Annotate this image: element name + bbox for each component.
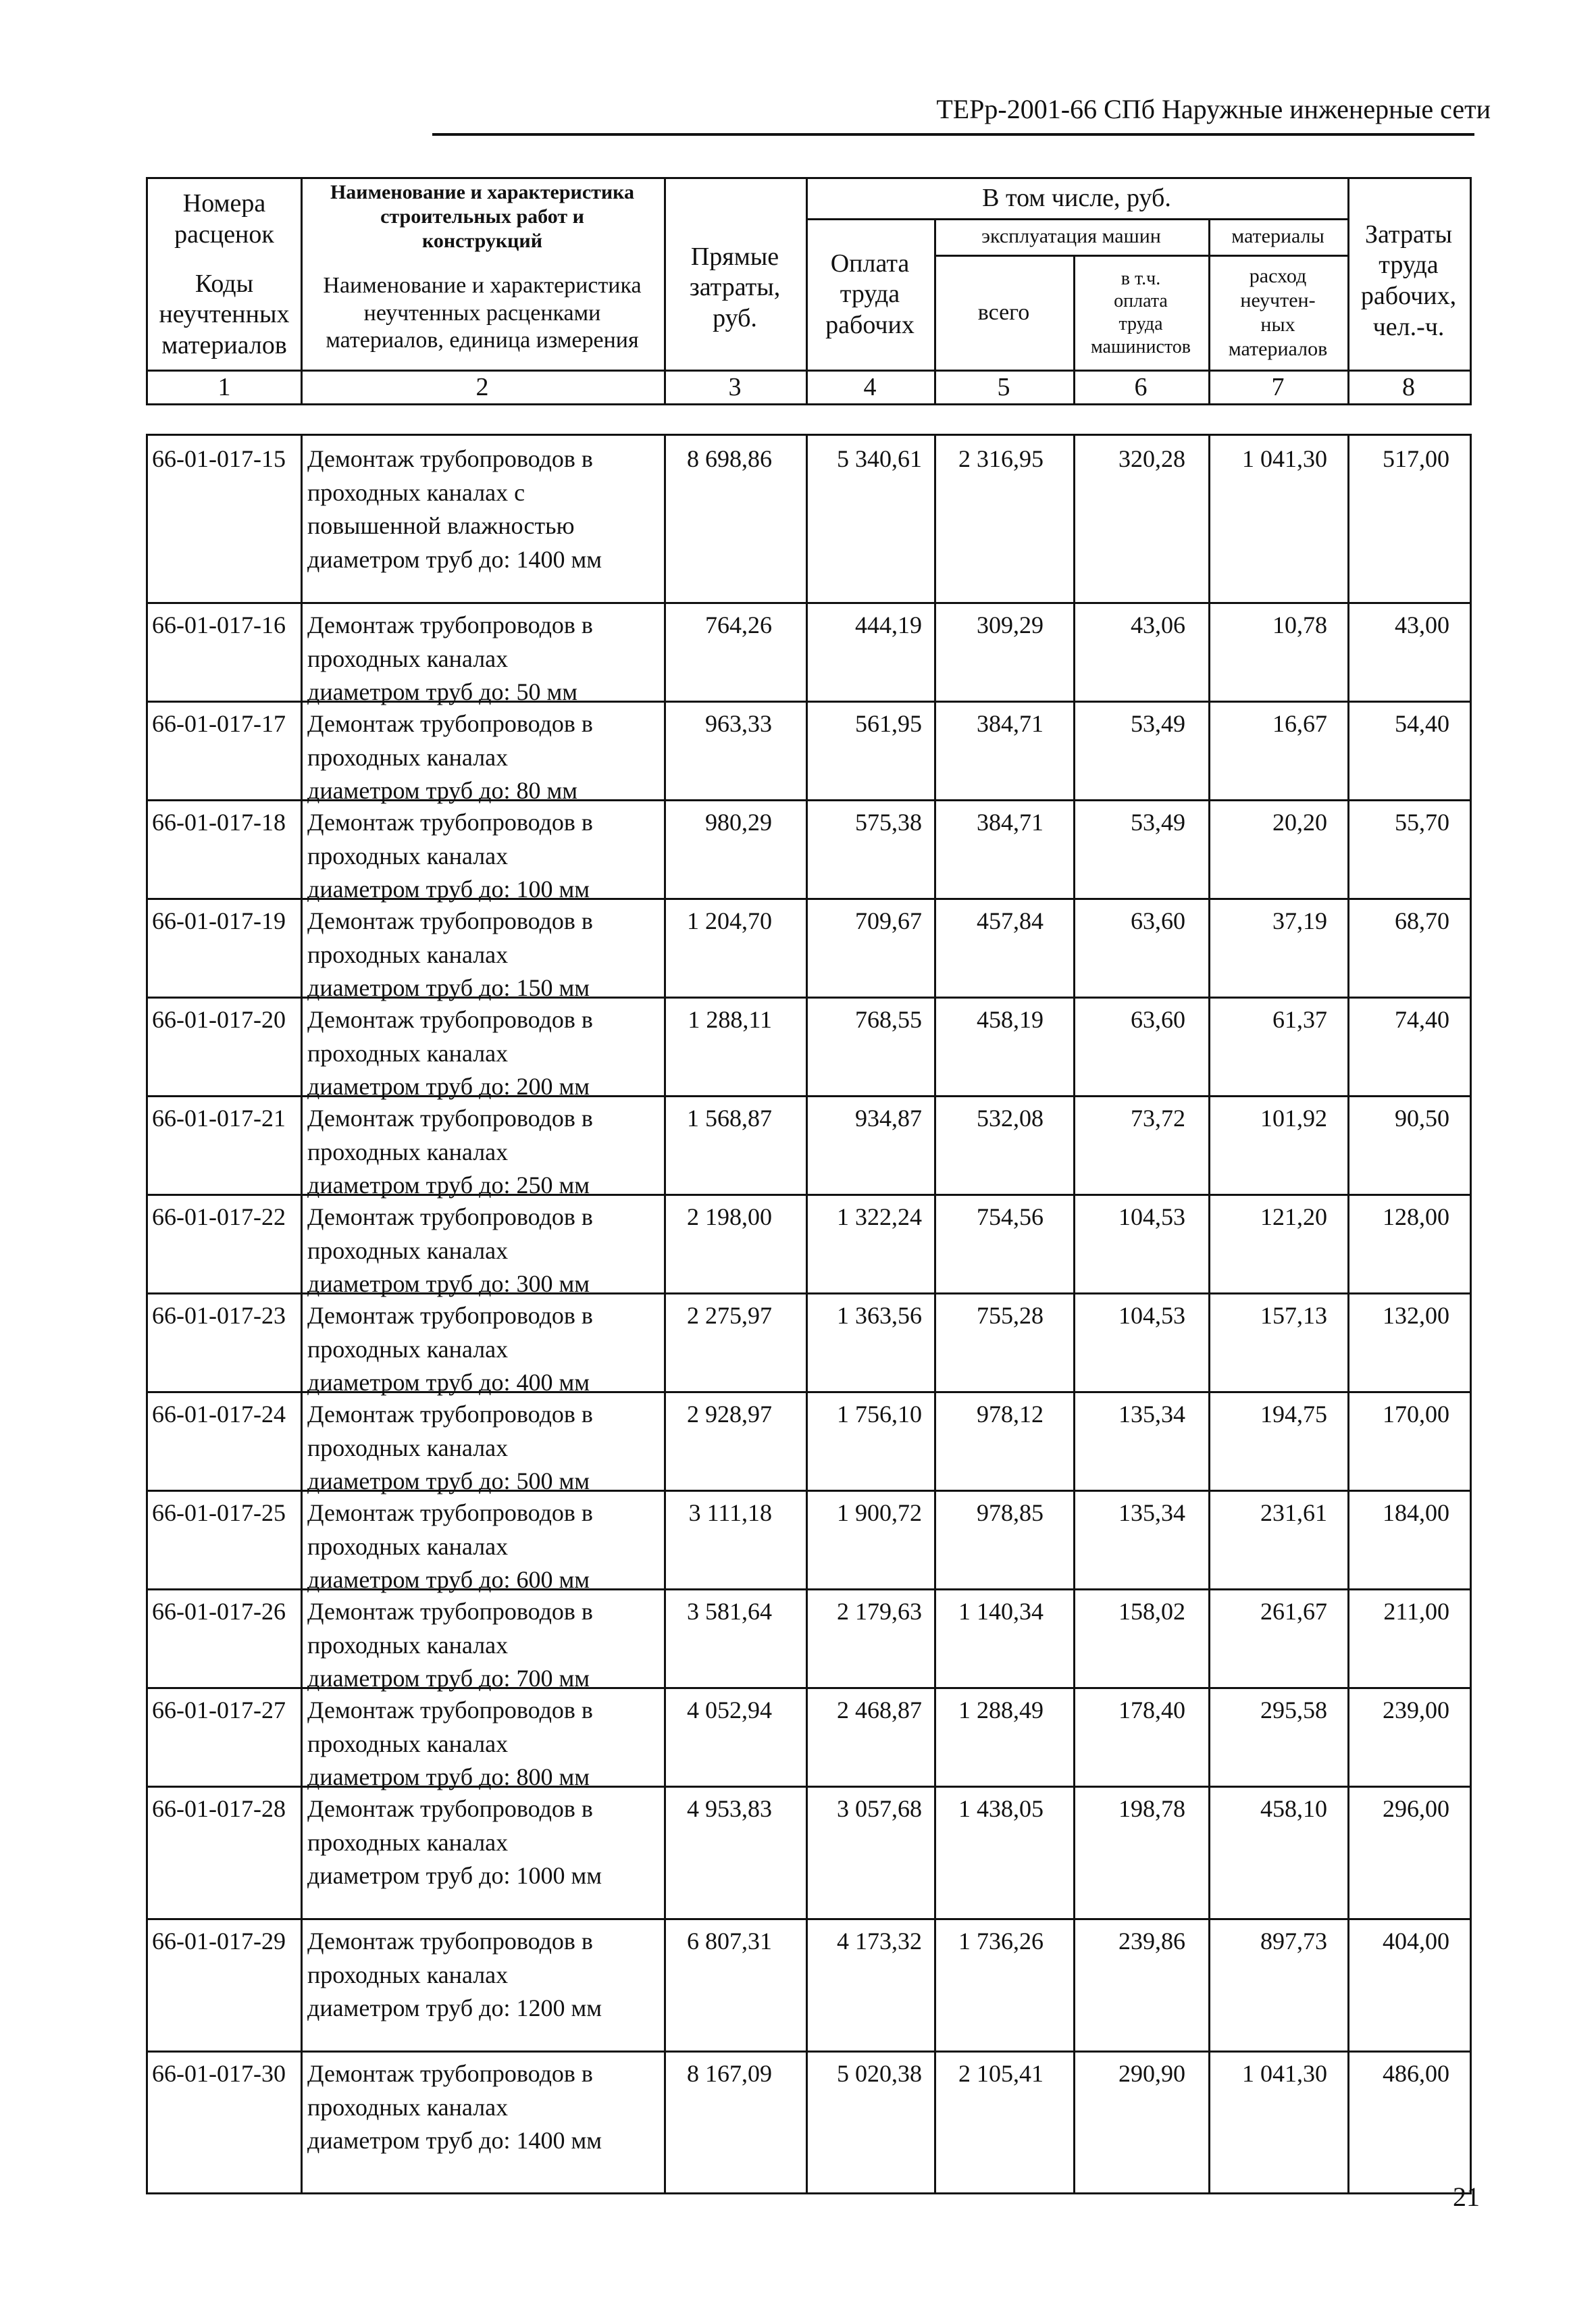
row-divider xyxy=(148,1490,1470,1492)
value-direct: 4 953,83 xyxy=(687,1795,772,1822)
value-materials: 458,10 xyxy=(1260,1795,1327,1822)
row-divider xyxy=(148,1687,1470,1689)
header-text: В том числе, руб. xyxy=(982,184,1171,213)
value-direct: 2 275,97 xyxy=(687,1302,772,1329)
value-direct: 8 698,86 xyxy=(687,445,772,472)
description-line: диаметром труб до: 100 мм xyxy=(307,876,590,903)
value-materials: 37,19 xyxy=(1272,907,1327,934)
value-mach-total: 755,28 xyxy=(977,1302,1044,1329)
price-table xyxy=(146,434,1472,2194)
rate-code: 66-01-017-26 xyxy=(152,1598,286,1625)
description-line: проходных каналах xyxy=(307,1828,509,1856)
value-mach-labor: 63,60 xyxy=(1131,907,1185,934)
work-description xyxy=(307,1595,659,1696)
header-col1-top xyxy=(148,179,301,260)
description-line: Демонтаж трубопроводов в xyxy=(307,1928,593,1955)
header-col4 xyxy=(806,220,934,370)
value-materials: 61,37 xyxy=(1272,1006,1327,1033)
row-divider xyxy=(148,799,1470,801)
work-description xyxy=(307,1925,659,2026)
value-labor: 2 468,87 xyxy=(837,1696,922,1724)
description-line: проходных каналах xyxy=(307,1961,509,1988)
value-direct: 1 568,87 xyxy=(687,1105,772,1132)
row-divider xyxy=(148,1588,1470,1590)
rate-code: 66-01-017-23 xyxy=(152,1302,286,1329)
header-text: Наименование и характеристика xyxy=(330,181,635,203)
column-number: 7 xyxy=(1271,372,1285,401)
header-col6 xyxy=(1073,256,1208,370)
description-line: повышенной влажностью xyxy=(307,512,575,540)
value-labor: 3 057,68 xyxy=(837,1795,922,1822)
header-text: Затраты xyxy=(1364,220,1452,249)
row-divider xyxy=(148,1918,1470,1920)
description-line: диаметром труб до: 700 мм xyxy=(307,1665,590,1692)
value-materials: 261,67 xyxy=(1260,1598,1327,1625)
description-line: диаметром труб до: 1000 мм xyxy=(307,1862,602,1890)
value-materials: 295,58 xyxy=(1260,1696,1327,1724)
page-number: 21 xyxy=(1453,2182,1480,2212)
description-line: проходных каналах xyxy=(307,1631,509,1659)
description-line: диаметром труб до: 1400 мм xyxy=(307,546,602,574)
header-text: труда xyxy=(1379,251,1439,280)
value-mach-total: 309,29 xyxy=(977,611,1044,638)
description-line: Демонтаж трубопроводов в xyxy=(307,1105,593,1132)
value-mach-labor: 135,34 xyxy=(1118,1499,1185,1526)
description-line: проходных каналах xyxy=(307,743,509,771)
description-line: Демонтаж трубопроводов в xyxy=(307,1499,593,1526)
header-group-label xyxy=(806,179,1347,218)
table-row xyxy=(148,2051,1470,2192)
row-divider xyxy=(148,1095,1470,1097)
table-row xyxy=(148,1194,1470,1298)
header-text: рабочих xyxy=(825,310,915,339)
row-divider xyxy=(148,1786,1470,1788)
description-line: Демонтаж трубопроводов в xyxy=(307,1006,593,1033)
header-col7 xyxy=(1208,256,1347,370)
description-line: диаметром труб до: 200 мм xyxy=(307,1073,590,1101)
description-line: диаметром труб до: 1400 мм xyxy=(307,2127,602,2155)
rate-code: 66-01-017-17 xyxy=(152,710,286,737)
header-text: рабочих, xyxy=(1360,282,1457,310)
value-labor: 1 322,24 xyxy=(837,1203,922,1230)
value-mach-total: 1 140,34 xyxy=(958,1598,1044,1625)
value-mach-total: 532,08 xyxy=(977,1105,1044,1132)
table-row xyxy=(148,997,1470,1101)
description-line: Демонтаж трубопроводов в xyxy=(307,907,593,934)
column-number: 5 xyxy=(997,372,1010,401)
header-col8 xyxy=(1347,193,1470,370)
value-materials: 121,20 xyxy=(1260,1203,1327,1230)
value-labor: 1 900,72 xyxy=(837,1499,922,1526)
description-line: Демонтаж трубопроводов в xyxy=(307,1203,593,1230)
header-text: материалов xyxy=(1228,338,1328,360)
rate-code: 66-01-017-28 xyxy=(152,1795,286,1822)
description-line: проходных каналах xyxy=(307,940,509,968)
table-row xyxy=(148,898,1470,1002)
value-direct: 3 581,64 xyxy=(687,1598,772,1625)
header-text: материалов, единица измерения xyxy=(326,328,639,353)
table-row xyxy=(148,1918,1470,2051)
header-col3 xyxy=(664,206,806,370)
row-divider xyxy=(148,2051,1470,2053)
description-line: проходных каналах xyxy=(307,1532,509,1560)
table-row xyxy=(148,602,1470,706)
value-mach-total: 2 105,41 xyxy=(958,2060,1044,2087)
header-text: ных xyxy=(1260,313,1295,336)
rate-code: 66-01-017-19 xyxy=(152,907,286,934)
work-description xyxy=(307,1299,659,1400)
row-divider xyxy=(148,701,1470,703)
header-materials-label xyxy=(1208,218,1347,255)
value-mach-total: 754,56 xyxy=(977,1203,1044,1230)
description-line: проходных каналах xyxy=(307,1039,509,1067)
header-col5 xyxy=(934,256,1073,370)
header-text: Наименование и характеристика xyxy=(323,272,642,298)
description-line: Демонтаж трубопроводов в xyxy=(307,1401,593,1428)
header-text: неучтенных xyxy=(159,300,290,329)
description-line: Демонтаж трубопроводов в xyxy=(307,2060,593,2087)
description-line: диаметром труб до: 150 мм xyxy=(307,974,590,1002)
description-line: проходных каналах xyxy=(307,1236,509,1264)
row-divider xyxy=(148,1194,1470,1196)
value-mach-labor: 320,28 xyxy=(1118,445,1185,472)
row-divider xyxy=(148,898,1470,900)
description-line: проходных каналах с xyxy=(307,478,525,506)
rate-code: 66-01-017-25 xyxy=(152,1499,286,1526)
header-text: труда xyxy=(1118,313,1163,334)
work-description xyxy=(307,1398,659,1499)
description-line: проходных каналах xyxy=(307,1138,509,1165)
rate-code: 66-01-017-16 xyxy=(152,611,286,638)
value-mach-labor: 290,90 xyxy=(1118,2060,1185,2087)
value-direct: 764,26 xyxy=(705,611,772,638)
value-mach-labor: 53,49 xyxy=(1131,710,1185,737)
work-description xyxy=(307,905,659,1005)
header-text: затраты, xyxy=(689,273,781,302)
value-labor: 444,19 xyxy=(855,611,922,638)
table-row xyxy=(148,799,1470,903)
description-line: диаметром труб до: 1200 мм xyxy=(307,1994,602,2022)
description-line: диаметром труб до: 800 мм xyxy=(307,1763,590,1791)
work-description xyxy=(307,609,659,709)
table-row xyxy=(148,1588,1470,1692)
description-line: проходных каналах xyxy=(307,1730,509,1757)
column-number: 1 xyxy=(217,372,231,401)
work-description xyxy=(307,1792,659,1893)
table-row xyxy=(148,436,1470,602)
column-number: 2 xyxy=(475,372,489,401)
value-mach-total: 1 736,26 xyxy=(958,1928,1044,1955)
rate-code: 66-01-017-20 xyxy=(152,1006,286,1033)
header-text: чел.-ч. xyxy=(1372,312,1445,341)
header-text: Коды xyxy=(195,269,254,298)
value-direct: 4 052,94 xyxy=(687,1696,772,1724)
value-direct: 1 288,11 xyxy=(688,1006,772,1033)
value-direct: 8 167,09 xyxy=(687,2060,772,2087)
value-mach-total: 458,19 xyxy=(977,1006,1044,1033)
document-title: ТЕРр-2001-66 СПб Наружные инженерные сети xyxy=(936,94,1491,124)
table-row xyxy=(148,1687,1470,1791)
table-header xyxy=(146,177,1472,405)
value-labor: 2 179,63 xyxy=(837,1598,922,1625)
value-direct: 2 198,00 xyxy=(687,1203,772,1230)
header-col2-bottom xyxy=(301,257,664,370)
description-line: Демонтаж трубопроводов в xyxy=(307,1696,593,1724)
value-labor: 934,87 xyxy=(855,1105,922,1132)
header-text: Номера xyxy=(182,189,266,218)
description-line: проходных каналах xyxy=(307,645,509,672)
value-labor: 5 340,61 xyxy=(837,445,922,472)
header-machines-label xyxy=(934,218,1208,255)
value-mach-labor: 239,86 xyxy=(1118,1928,1185,1955)
header-text: оплата xyxy=(1114,291,1168,312)
work-description xyxy=(307,1201,659,1301)
value-materials: 157,13 xyxy=(1260,1302,1327,1329)
work-description xyxy=(307,1102,659,1203)
header-text: руб. xyxy=(713,303,757,332)
value-hours: 211,00 xyxy=(1383,1598,1449,1625)
value-mach-labor: 135,34 xyxy=(1118,1401,1185,1428)
table-row xyxy=(148,1095,1470,1199)
header-text: расход xyxy=(1249,265,1307,287)
header-col1-bottom xyxy=(148,260,301,370)
table-row xyxy=(148,701,1470,805)
value-mach-total: 978,85 xyxy=(977,1499,1044,1526)
work-description xyxy=(307,806,659,907)
value-materials: 10,78 xyxy=(1272,611,1327,638)
column-number: 3 xyxy=(728,372,742,401)
description-line: Демонтаж трубопроводов в xyxy=(307,611,593,638)
header-text: в т.ч. xyxy=(1121,268,1161,289)
value-materials: 16,67 xyxy=(1272,710,1327,737)
value-mach-labor: 178,40 xyxy=(1118,1696,1185,1724)
description-line: Демонтаж трубопроводов в xyxy=(307,710,593,737)
header-text: всего xyxy=(977,299,1030,325)
description-line: диаметром труб до: 250 мм xyxy=(307,1172,590,1199)
value-hours: 54,40 xyxy=(1395,710,1449,737)
value-hours: 74,40 xyxy=(1395,1006,1449,1033)
rate-code: 66-01-017-18 xyxy=(152,809,286,836)
value-labor: 768,55 xyxy=(855,1006,922,1033)
value-hours: 43,00 xyxy=(1395,611,1449,638)
rate-code: 66-01-017-30 xyxy=(152,2060,286,2087)
value-hours: 404,00 xyxy=(1383,1928,1449,1955)
value-labor: 709,67 xyxy=(855,907,922,934)
value-hours: 128,00 xyxy=(1383,1203,1449,1230)
value-labor: 575,38 xyxy=(855,809,922,836)
value-direct: 963,33 xyxy=(705,710,772,737)
description-line: диаметром труб до: 400 мм xyxy=(307,1369,590,1397)
value-materials: 897,73 xyxy=(1260,1928,1327,1955)
work-description xyxy=(307,1694,659,1794)
work-description xyxy=(307,1496,659,1597)
value-hours: 68,70 xyxy=(1395,907,1449,934)
rate-code: 66-01-017-21 xyxy=(152,1105,286,1132)
work-description xyxy=(307,707,659,808)
header-text: расценок xyxy=(174,220,274,249)
row-divider xyxy=(148,1391,1470,1393)
value-labor: 1 363,56 xyxy=(837,1302,922,1329)
column-number: 8 xyxy=(1402,372,1415,401)
value-hours: 55,70 xyxy=(1395,809,1449,836)
value-direct: 1 204,70 xyxy=(687,907,772,934)
column-number: 6 xyxy=(1134,372,1148,401)
value-hours: 132,00 xyxy=(1383,1302,1449,1329)
description-line: проходных каналах xyxy=(307,842,509,870)
rate-code: 66-01-017-24 xyxy=(152,1401,286,1428)
value-mach-total: 1 438,05 xyxy=(958,1795,1044,1822)
work-description xyxy=(307,443,659,577)
value-labor: 561,95 xyxy=(855,710,922,737)
work-description xyxy=(307,2057,659,2158)
value-materials: 231,61 xyxy=(1260,1499,1327,1526)
header-text: материалы xyxy=(1231,225,1324,247)
row-divider xyxy=(148,602,1470,604)
value-materials: 194,75 xyxy=(1260,1401,1327,1428)
value-direct: 3 111,18 xyxy=(688,1499,772,1526)
value-mach-total: 978,12 xyxy=(977,1401,1044,1428)
table-row xyxy=(148,1292,1470,1397)
description-line: Демонтаж трубопроводов в xyxy=(307,1795,593,1822)
description-line: диаметром труб до: 80 мм xyxy=(307,777,578,805)
header-text: эксплуатация машин xyxy=(981,225,1161,247)
value-mach-labor: 63,60 xyxy=(1131,1006,1185,1033)
header-text: материалов xyxy=(161,330,287,359)
value-materials: 1 041,30 xyxy=(1242,445,1327,472)
header-text: Прямые xyxy=(690,242,779,271)
row-divider xyxy=(148,997,1470,999)
value-labor: 1 756,10 xyxy=(837,1401,922,1428)
row-divider xyxy=(148,1292,1470,1294)
header-text: Оплата xyxy=(830,249,910,278)
value-labor: 4 173,32 xyxy=(837,1928,922,1955)
header-text: неучтен- xyxy=(1240,289,1316,311)
description-line: Демонтаж трубопроводов в xyxy=(307,1598,593,1625)
value-mach-total: 457,84 xyxy=(977,907,1044,934)
header-text: неучтенных расценками xyxy=(363,300,601,326)
value-mach-labor: 73,72 xyxy=(1131,1105,1185,1132)
table-row xyxy=(148,1786,1470,1918)
value-hours: 517,00 xyxy=(1383,445,1449,472)
description-line: Демонтаж трубопроводов в xyxy=(307,445,593,472)
header-text: машинистов xyxy=(1091,336,1191,357)
description-line: диаметром труб до: 600 мм xyxy=(307,1566,590,1594)
value-mach-labor: 104,53 xyxy=(1118,1302,1185,1329)
work-description xyxy=(307,1003,659,1104)
value-hours: 239,00 xyxy=(1383,1696,1449,1724)
value-hours: 296,00 xyxy=(1383,1795,1449,1822)
value-materials: 20,20 xyxy=(1272,809,1327,836)
value-materials: 101,92 xyxy=(1260,1105,1327,1132)
header-text: конструкций xyxy=(421,230,543,252)
description-line: проходных каналах xyxy=(307,1335,509,1363)
description-line: диаметром труб до: 500 мм xyxy=(307,1467,590,1495)
value-hours: 184,00 xyxy=(1383,1499,1449,1526)
value-mach-total: 384,71 xyxy=(977,710,1044,737)
rate-code: 66-01-017-15 xyxy=(152,445,286,472)
rate-code: 66-01-017-29 xyxy=(152,1928,286,1955)
header-text: строительных работ и xyxy=(380,205,584,228)
header-col2-top xyxy=(301,179,664,255)
value-materials: 1 041,30 xyxy=(1242,2060,1327,2087)
value-mach-labor: 53,49 xyxy=(1131,809,1185,836)
rate-code: 66-01-017-22 xyxy=(152,1203,286,1230)
description-line: Демонтаж трубопроводов в xyxy=(307,1302,593,1329)
description-line: диаметром труб до: 300 мм xyxy=(307,1270,590,1298)
value-hours: 486,00 xyxy=(1383,2060,1449,2087)
value-hours: 90,50 xyxy=(1395,1105,1449,1132)
table-row xyxy=(148,1391,1470,1495)
title-rule xyxy=(432,133,1474,136)
value-mach-labor: 43,06 xyxy=(1131,611,1185,638)
value-mach-total: 2 316,95 xyxy=(958,445,1044,472)
rate-code: 66-01-017-27 xyxy=(152,1696,286,1724)
value-direct: 6 807,31 xyxy=(687,1928,772,1955)
table-row xyxy=(148,1490,1470,1594)
value-mach-total: 384,71 xyxy=(977,809,1044,836)
description-line: проходных каналах xyxy=(307,1434,509,1461)
header-text: труда xyxy=(840,280,900,309)
description-line: проходных каналах xyxy=(307,2093,509,2121)
value-mach-total: 1 288,49 xyxy=(958,1696,1044,1724)
value-mach-labor: 104,53 xyxy=(1118,1203,1185,1230)
value-direct: 2 928,97 xyxy=(687,1401,772,1428)
value-labor: 5 020,38 xyxy=(837,2060,922,2087)
value-mach-labor: 198,78 xyxy=(1118,1795,1185,1822)
description-line: Демонтаж трубопроводов в xyxy=(307,809,593,836)
value-hours: 170,00 xyxy=(1383,1401,1449,1428)
value-direct: 980,29 xyxy=(705,809,772,836)
column-number: 4 xyxy=(863,372,877,401)
value-mach-labor: 158,02 xyxy=(1118,1598,1185,1625)
description-line: диаметром труб до: 50 мм xyxy=(307,678,578,706)
